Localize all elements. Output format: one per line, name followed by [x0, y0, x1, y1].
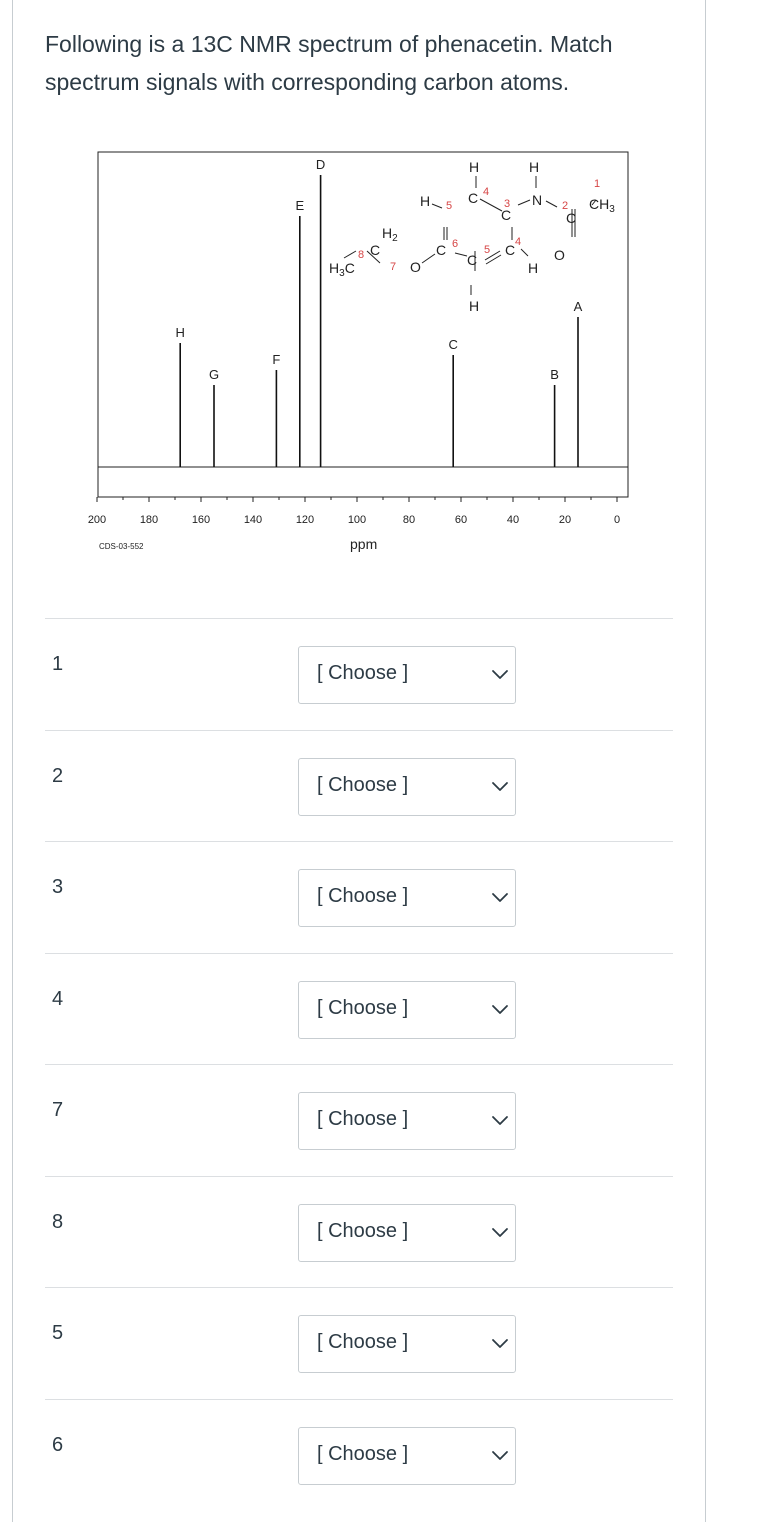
match-row [45, 730, 673, 842]
chevron-down-icon [491, 1446, 509, 1466]
peak-label-e: E [295, 198, 305, 213]
structure-n5a: 5 [446, 200, 453, 212]
chevron-down-icon [491, 777, 509, 797]
match-row [45, 841, 673, 953]
right-border [705, 0, 706, 1522]
select-value: [ Choose ] [317, 885, 409, 907]
match-row [45, 1064, 673, 1176]
choose-select[interactable] [298, 1204, 516, 1262]
structure-c-c6: C [436, 242, 447, 258]
structure-c-d: C [566, 210, 577, 226]
tick-label: 140 [243, 514, 263, 526]
structure-c-bottom: C [467, 252, 478, 268]
chevron-down-icon [491, 888, 509, 908]
structure-h-left: H [420, 193, 431, 209]
structure-c-c4: C [505, 242, 516, 258]
select-value: [ Choose ] [317, 773, 409, 796]
peak-labels [176, 157, 583, 382]
select-value: [ Choose ] [317, 662, 409, 684]
select-value: [ Choose ] [317, 1442, 409, 1465]
peak-label-h: H [175, 325, 185, 340]
match-row [45, 1399, 673, 1511]
chevron-down-icon [491, 1334, 509, 1354]
structure-o-ether: O [410, 259, 421, 275]
structure-o-carbonyl: O [554, 247, 565, 263]
tick-label: 120 [295, 514, 315, 526]
row-label: 5 [52, 1322, 64, 1344]
tick-label: 20 [558, 514, 572, 526]
peak-label-d: D [315, 157, 326, 172]
tick-label: 100 [347, 514, 367, 526]
peak-label-g: G [208, 367, 220, 382]
choose-select[interactable] [298, 1427, 516, 1485]
structure-n-atom: N [532, 192, 543, 208]
chevron-down-icon [491, 1000, 509, 1020]
peaks [180, 175, 578, 467]
row-label: 8 [52, 1210, 64, 1233]
spectrum-caption: CDS-03-552 [99, 542, 144, 551]
match-row [45, 1176, 673, 1288]
match-row [45, 618, 673, 730]
structure-c-ch2: C [370, 242, 381, 258]
structure-n6: 6 [452, 238, 459, 250]
structure-h3c: $H_3C$ [329, 260, 355, 279]
structure-h-top1: H [469, 159, 480, 175]
tick-label: 0 [613, 514, 621, 526]
select-value: [ Choose ] [317, 1108, 409, 1130]
tick-marks [97, 497, 617, 502]
structure-n4b: 4 [515, 236, 522, 248]
structure-n1: 1 [594, 178, 601, 190]
structure-n4-top: 4 [483, 186, 490, 198]
choose-select[interactable] [298, 981, 516, 1039]
tick-label: 40 [506, 514, 520, 526]
choose-select[interactable] [298, 1092, 516, 1150]
structure-ch3: $CH_3$ [589, 196, 615, 215]
structure-h-top2: H [529, 159, 540, 175]
structure-n5b: 5 [484, 244, 491, 256]
nmr-spectrum [80, 145, 640, 570]
question-text: Following is a 13C NMR spectrum of phenacetin. Match spectrum signals with corresponding carbon atoms. [45, 31, 613, 95]
nmr-spectrum-svg [80, 145, 640, 565]
select-value: [ Choose ] [317, 1331, 409, 1353]
tick-label: 180 [139, 514, 159, 526]
peak-label-b: B [550, 367, 559, 382]
chevron-down-icon [491, 1111, 509, 1131]
peak-label-a: A [573, 299, 583, 314]
row-label: 3 [52, 876, 64, 898]
peak-label-c: C [448, 337, 458, 352]
structure-h-bottom: H [469, 298, 480, 314]
row-label: 4 [52, 987, 64, 1010]
axis-unit: ppm [350, 536, 378, 552]
tick-label: 80 [402, 514, 416, 526]
phenacetin-structure [329, 159, 615, 314]
peak-label-f: F [272, 352, 281, 367]
structure-h2: $H_2$ [382, 225, 398, 244]
structure-c-a: C [468, 190, 479, 206]
choose-select[interactable] [298, 869, 516, 927]
left-border [12, 0, 13, 1522]
choose-select[interactable] [298, 646, 516, 704]
structure-n3: 3 [504, 198, 511, 210]
tick-label: 200 [87, 514, 107, 526]
tick-labels [88, 514, 620, 526]
chevron-down-icon [491, 665, 509, 685]
row-label: 1 [52, 653, 64, 675]
match-row [45, 953, 673, 1065]
choose-select[interactable] [298, 758, 516, 816]
structure-n7: 7 [390, 261, 397, 273]
select-value: [ Choose ] [317, 996, 409, 1019]
row-label: 7 [52, 1099, 64, 1121]
tick-label: 60 [454, 514, 468, 526]
tick-label: 160 [191, 514, 211, 526]
choose-select[interactable] [298, 1315, 516, 1373]
structure-n8: 8 [358, 249, 365, 261]
match-row [45, 1287, 673, 1399]
structure-n2: 2 [562, 200, 569, 212]
row-label: 6 [52, 1433, 64, 1456]
chevron-down-icon [491, 1223, 509, 1243]
row-label: 2 [52, 764, 64, 787]
structure-c-b: C [501, 207, 512, 223]
structure-h-right: H [528, 260, 539, 276]
select-value: [ Choose ] [317, 1219, 409, 1242]
